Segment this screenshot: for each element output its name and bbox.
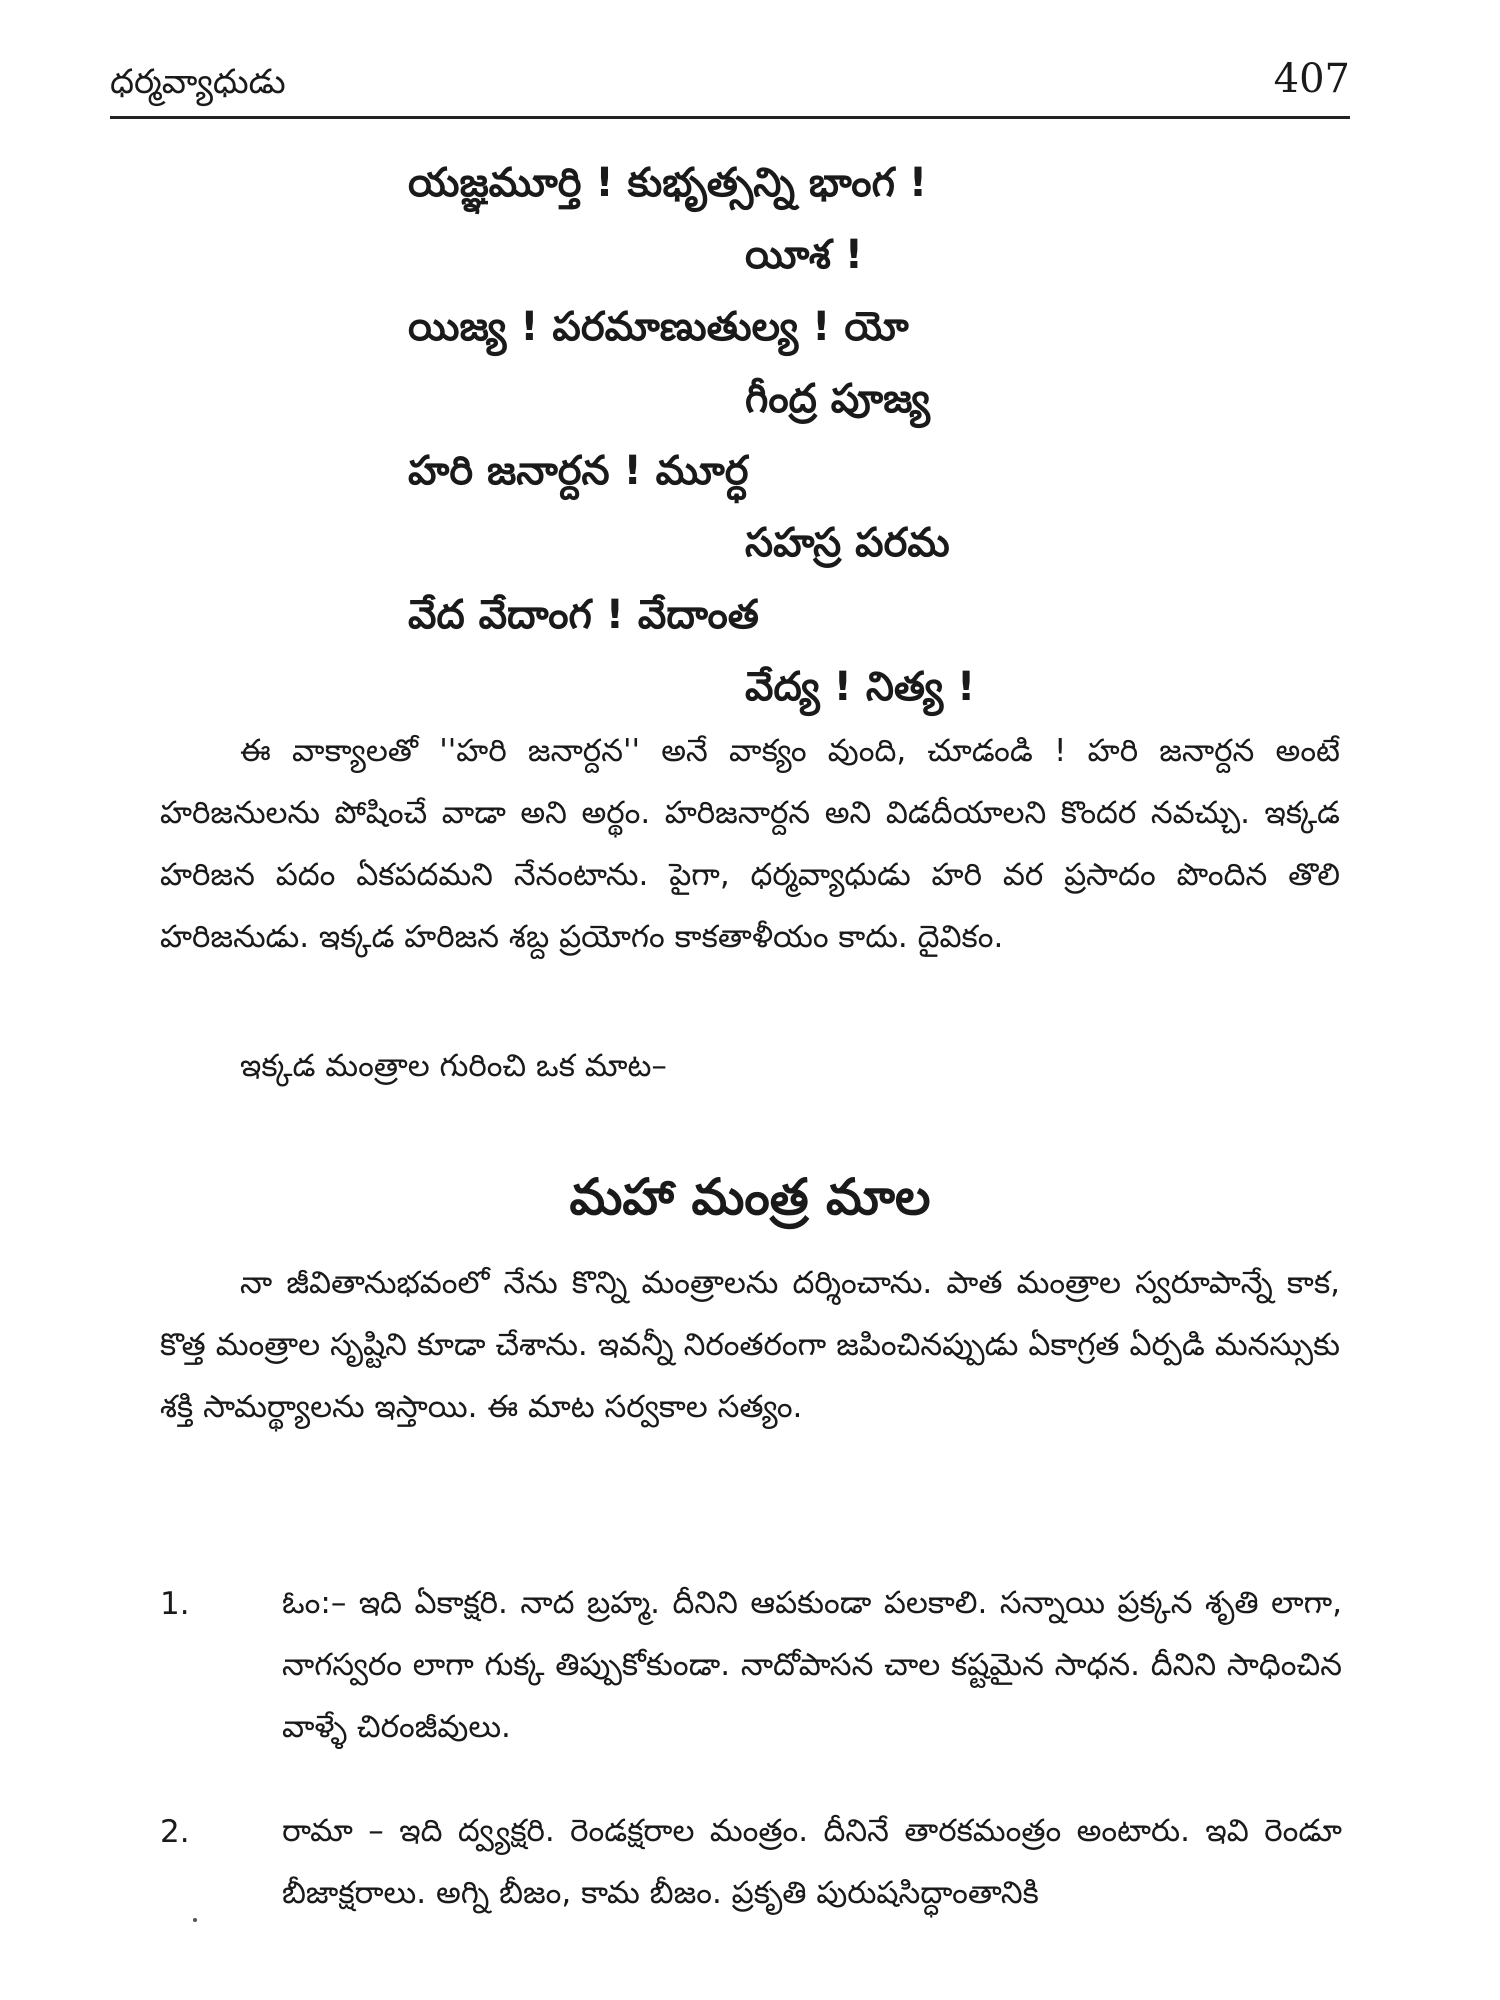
lead-line: ఇక్కడ మంత్రాల గురించి ఒక మాట– bbox=[240, 1048, 667, 1084]
verse-line: వేద్య ! నిత్య ! bbox=[745, 664, 976, 710]
body-paragraph: ఈ వాక్యాలతో ''హరి జనార్దన'' అనే వాక్యం వుంది, చూడండి ! హరి జనార్దన అంటే హరిజనులను పోషించే వాడా అని అర్థం. హరిజనార్దన అని విడదీయాలని కొందర నవచ్చు. ఇక్కడ హరిజన పదం ఏకపదమని నేనంటాను. పైగా, ధర్మవ్యాధుడు హరి వర ప్రసాదం పొందిన తొలి హరిజనుడు. ఇక్కడ హరిజన శబ్ద ప్రయోగం కాకతాళీయం కాదు. దైవికం. bbox=[160, 733, 1340, 955]
verse-line: హరి జనార్దన ! మూర్ధ bbox=[408, 448, 749, 494]
body-paragraph: నా జీవితానుభవంలో నేను కొన్ని మంత్రాలను దర్శించాను. పాత మంత్రాల స్వరూపాన్నే కాక, కొత్త మంత్రాల సృష్టిని కూడా చేశాను. ఇవన్నీ నిరంతరంగా జపించినప్పుడు ఏకాగ్రత ఏర్పడి మనస్సుకు శక్తి సామర్థ్యాలను ఇస్తాయి. ఈ మాట సర్వకాల సత్యం. bbox=[160, 1265, 1340, 1425]
list-number: 2. bbox=[160, 1814, 190, 1850]
verse-line: సహస్ర పరమ bbox=[745, 520, 950, 566]
running-title: ధర్మవ్యాధుడు bbox=[110, 62, 286, 102]
list-text: రామా – ఇది ద్వ్యక్షరి. రెండక్షరాల మంత్రం. దీనినే తారకమంత్రం అంటారు. ఇవి రెండూ బీజాక్షరాలు. అగ్ని బీజం, కామ బీజం. ప్రకృతి పురుషసిద్ధాంతానికి bbox=[282, 1813, 1342, 1911]
section-heading: మహా మంత్ర మాల bbox=[569, 1168, 931, 1226]
verse-line: యీశ ! bbox=[745, 232, 864, 278]
verse-line: గీంద్ర పూజ్య bbox=[745, 376, 931, 422]
verse-line: వేద వేదాంగ ! వేదాంత bbox=[408, 592, 759, 638]
verse-line: యిజ్య ! పరమాణుతుల్య ! యో bbox=[408, 304, 909, 350]
page-number: 407 bbox=[1273, 56, 1350, 102]
print-speck bbox=[193, 1918, 197, 1922]
list-number: 1. bbox=[160, 1586, 190, 1622]
list-text: ఓం:– ఇది ఏకాక్షరి. నాద బ్రహ్మ. దీనిని ఆపకుండా పలకాలి. సన్నాయి ప్రక్కన శృతి లాగా, నాగస్వరం లాగా గుక్క తిప్పుకోకుండా. నాదోపాసన చాల కష్టమైన సాధన. దీనిని సాధించిన వాళ్ళే చిరంజీవులు. bbox=[282, 1585, 1342, 1745]
verse-line: యజ్ఞమూర్తి ! కుభృత్సన్ని భాంగ ! bbox=[408, 160, 928, 206]
running-header bbox=[110, 56, 1350, 119]
